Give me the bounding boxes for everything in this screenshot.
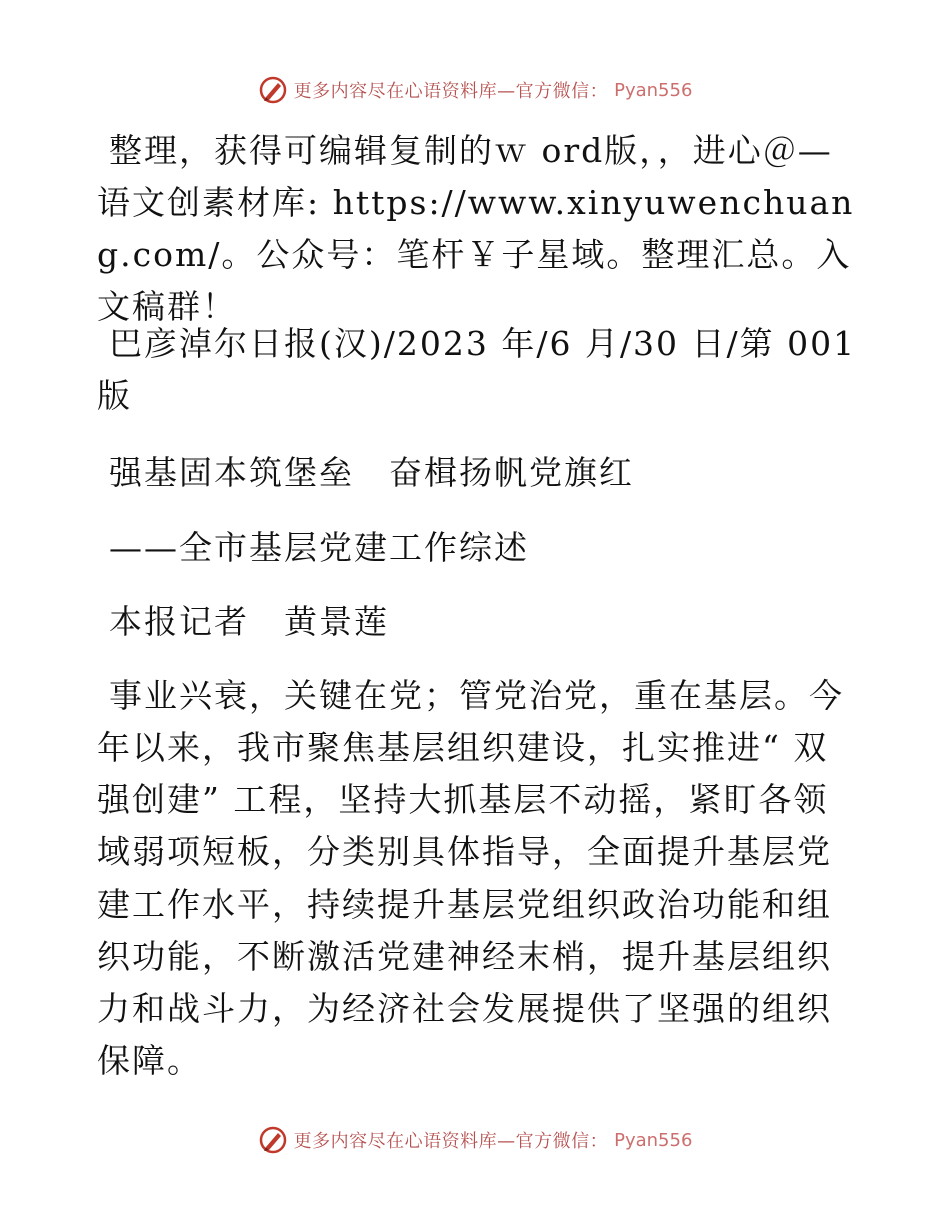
watermark-contact: Pyan556 [614,79,693,101]
publication-text: 巴彦淖尔日报(汉)/2023 年/6 月/30 日/第 001 版 [97,324,857,416]
article-title-text: 强基固本筑堡垒 奋楫扬帆党旗红 [109,453,634,492]
pen-logo-icon [258,1125,288,1155]
watermark-text: 更多内容尽在心语资料库—官方微信： [293,81,609,102]
source-note [97,125,857,348]
footer-watermark [0,1120,950,1160]
article-subtitle [97,522,857,588]
watermark-text: 更多内容尽在心语资料库—官方微信： [293,1131,609,1152]
watermark-contact: Pyan556 [614,1129,693,1151]
header-watermark [0,70,950,110]
article-author [97,596,857,662]
body-paragraph: 事业兴衰，关键在党；管党治党，重在基层。今年以来，我市聚焦基层组织建设，扎实推进“ 双强创建” 工程，坚持大抓基层不动摇，紧盯各领域弱项短板，分类别具体指导，全面提升基层党建工作水平，持续提升基层党组织政治功能和组织功能，不断激活党建神经末梢，提升基层组织力和战斗力，为经济社会发展提供了坚强的组织保障。 [97,676,844,1080]
article-subtitle-text: ——全市基层党建工作综述 [109,528,529,567]
article-author-text: 本报记者 黄景莲 [109,602,389,641]
publication-line [97,318,857,436]
article-body [97,670,857,1101]
article-title [97,447,857,513]
source-note-text: 整理，获得可编辑复制的ｗ ord版，，进心＠—语文创素材库: https://www.xinyuwenchuang.com/。公众号：笔杆￥子星域。整理汇总。入文稿群！ [97,131,855,327]
pen-logo-icon [258,75,288,105]
